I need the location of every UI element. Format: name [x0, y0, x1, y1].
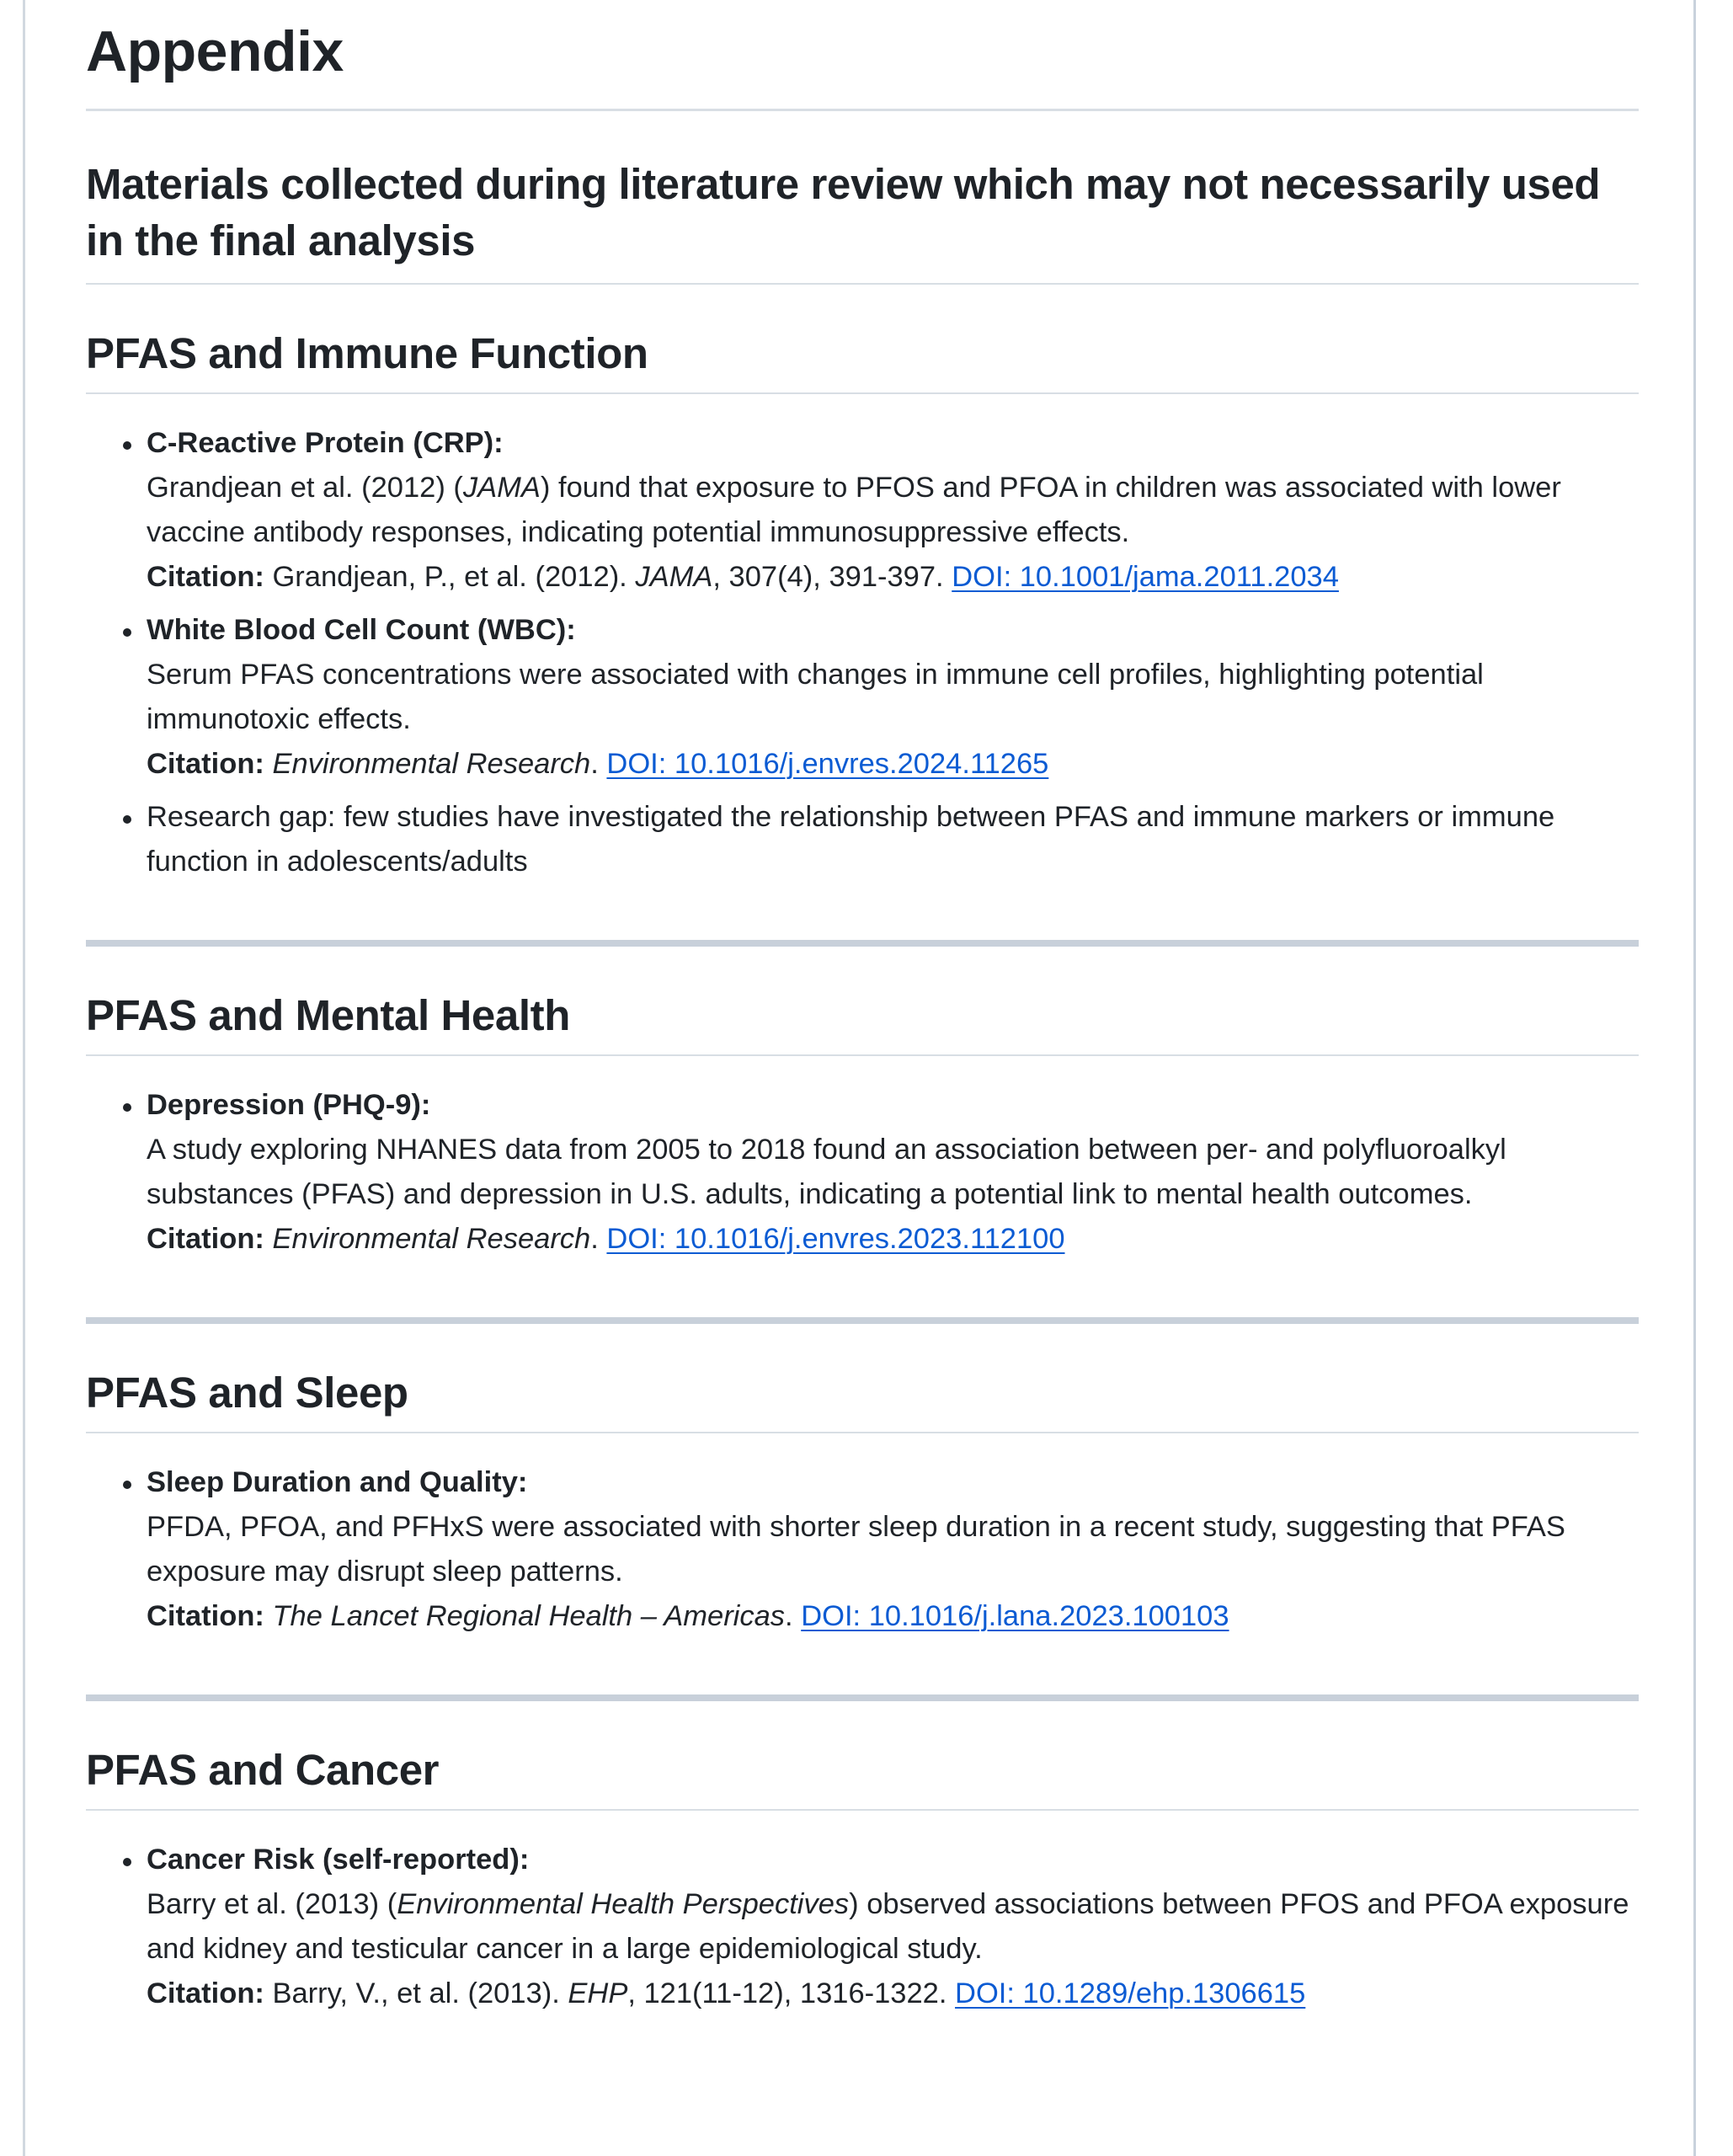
doi-link[interactable]: DOI: 10.1016/j.lana.2023.100103: [801, 1600, 1229, 1632]
desc-text: ) observed associations between PFOS and PFOA exposure and kidney and testicular cancer in a large epidemiological study.: [147, 1888, 1629, 1965]
item-list: [86, 394, 1639, 899]
doi-link[interactable]: DOI: 10.1016/j.envres.2023.112100: [606, 1223, 1065, 1255]
section-mental-health: [86, 947, 1639, 1277]
journal-name: JAMA: [462, 472, 541, 504]
page-subtitle: Materials collected during literature review which may not necessarily used in the final analysis: [86, 111, 1639, 285]
journal-name: The Lancet Regional Health – Americas: [272, 1600, 786, 1632]
citation-text: .: [590, 1223, 607, 1255]
item-label: Sleep Duration and Quality:: [147, 1466, 528, 1498]
section-heading: PFAS and Mental Health: [86, 947, 1639, 1056]
section-sleep: [86, 1324, 1639, 1654]
journal-name: Environmental Research: [272, 748, 591, 780]
section-heading: PFAS and Cancer: [86, 1701, 1639, 1811]
citation-label: Citation:: [147, 1977, 264, 2009]
list-item-crp: [147, 421, 1639, 600]
item-label: White Blood Cell Count (WBC):: [147, 614, 576, 646]
item-text: Research gap: few studies have investigated the relationship between PFAS and immune markers or immune function in adolescents/adults: [147, 801, 1555, 878]
citation-text: Grandjean, P., et al. (2012).: [264, 561, 636, 593]
page-title: Appendix: [86, 0, 1639, 111]
list-item-sleep-duration: [147, 1460, 1639, 1639]
item-list: [86, 1056, 1639, 1277]
item-description: A study exploring NHANES data from 2005 to 2018 found an association between per- and polyfluoroalkyl substances (PFAS) and depression in U.S. adults, indicating a potential link to mental health outcomes.: [147, 1134, 1506, 1210]
list-item-research-gap: [147, 795, 1639, 884]
item-list: [86, 1811, 1639, 2031]
item-description: [147, 472, 1561, 548]
list-item-wbc: [147, 608, 1639, 787]
item-label: Cancer Risk (self-reported):: [147, 1844, 530, 1876]
section-divider: [86, 1694, 1639, 1701]
desc-text: Barry et al. (2013) (: [147, 1888, 397, 1920]
doi-link[interactable]: DOI: 10.1016/j.envres.2024.11265: [606, 748, 1049, 780]
journal-name: JAMA: [635, 561, 713, 593]
journal-name: Environmental Health Perspectives: [397, 1888, 850, 1920]
item-list: [86, 1433, 1639, 1654]
doi-link[interactable]: DOI: 10.1289/ehp.1306615: [955, 1977, 1306, 2009]
citation-label: Citation:: [147, 561, 264, 593]
desc-text: ) found that exposure to PFOS and PFOA in children was associated with lower vaccine antibody responses, indicating potential immunosuppressive effects.: [147, 472, 1561, 548]
item-description: PFDA, PFOA, and PFHxS were associated with shorter sleep duration in a recent study, suggesting that PFAS exposure may disrupt sleep patterns.: [147, 1511, 1565, 1588]
section-heading: PFAS and Immune Function: [86, 285, 1639, 394]
citation-text: , 121(11-12), 1316-1322.: [627, 1977, 956, 2009]
desc-text: Grandjean et al. (2012) (: [147, 472, 463, 504]
item-label: Depression (PHQ-9):: [147, 1089, 431, 1121]
citation-label: Citation:: [147, 1600, 264, 1632]
citation-label: Citation:: [147, 748, 264, 780]
list-item-depression: [147, 1083, 1639, 1262]
citation-label: Citation:: [147, 1223, 264, 1255]
item-description: [147, 1888, 1629, 1965]
citation-text: , 307(4), 391-397.: [712, 561, 952, 593]
citation-text: .: [785, 1600, 802, 1632]
section-divider: [86, 1317, 1639, 1324]
journal-name: EHP: [568, 1977, 628, 2009]
document-page: [23, 0, 1696, 2156]
list-item-cancer-risk: [147, 1838, 1639, 2016]
document-content: [86, 0, 1639, 2031]
section-cancer: [86, 1701, 1639, 2031]
citation-text: Barry, V., et al. (2013).: [264, 1977, 568, 2009]
doi-link[interactable]: DOI: 10.1001/jama.2011.2034: [952, 561, 1339, 593]
section-heading: PFAS and Sleep: [86, 1324, 1639, 1433]
section-immune-function: [86, 285, 1639, 899]
citation-text: .: [590, 748, 607, 780]
section-divider: [86, 940, 1639, 947]
item-label: C-Reactive Protein (CRP):: [147, 427, 504, 459]
journal-name: Environmental Research: [272, 1223, 591, 1255]
item-description: Serum PFAS concentrations were associated with changes in immune cell profiles, highlighting potential immunotoxic effects.: [147, 659, 1484, 735]
